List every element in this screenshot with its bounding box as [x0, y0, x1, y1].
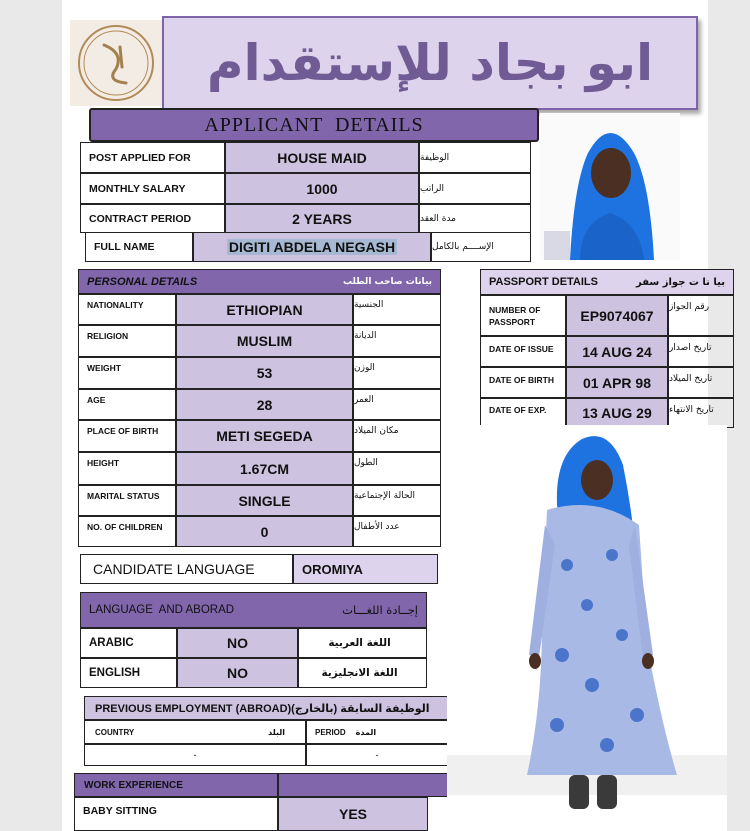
place-of-birth-label-ar: مكان الميلاد	[353, 420, 441, 452]
applicant-banner: APPLICANT DETAILS	[89, 108, 539, 142]
arabic-label-ar: اللغة العربية	[298, 628, 427, 658]
baby-sitting-value: YES	[278, 797, 428, 831]
full-name-cell	[193, 232, 431, 262]
baby-sitting-label: BABY SITTING	[74, 797, 278, 831]
children-label-ar: عدد الأطفال	[353, 516, 441, 547]
marital-status-label-ar: الحالة الإجتماعية	[353, 485, 441, 516]
religion-label: RELIGION	[78, 325, 176, 357]
age-label-ar: العمر	[353, 389, 441, 420]
height-label: HEIGHT	[78, 452, 176, 485]
period-header: PERIOD المدة	[306, 720, 448, 744]
english-label: ENGLISH	[80, 658, 177, 688]
expiry-date-label: DATE OF EXP.	[480, 398, 566, 428]
children-label: NO. OF CHILDREN	[78, 516, 176, 547]
religion-label-ar: الديانة	[353, 325, 441, 357]
candidate-language-label: CANDIDATE LANGUAGE	[80, 554, 293, 584]
logo-emblem-icon	[76, 23, 156, 103]
nationality-label-ar: الجنسية	[353, 294, 441, 325]
full-body-photo	[447, 425, 727, 831]
expiry-date-label-ar: تاريخ الانتهاء	[668, 398, 734, 428]
work-experience-header-filler	[278, 773, 452, 797]
country-value: -	[84, 744, 306, 766]
issue-date-label: DATE OF ISSUE	[480, 336, 566, 367]
brand-banner	[162, 16, 698, 110]
contract-value: 2 YEARS	[225, 204, 419, 233]
portrait-photo	[540, 113, 680, 260]
birth-date-label: DATE OF BIRTH	[480, 367, 566, 398]
candidate-language-value: OROMIYA	[293, 554, 438, 584]
full-name-label: FULL NAME	[85, 232, 193, 262]
birth-date-value: 01 APR 98	[566, 367, 668, 398]
children-value: 0	[176, 516, 353, 547]
weight-label-ar: الوزن	[353, 357, 441, 389]
salary-value: 1000	[225, 173, 419, 204]
arabic-value: NO	[177, 628, 298, 658]
brand-name: ابو بجاد للإستقدام	[206, 34, 654, 92]
passport-number-label: NUMBER OF PASSPORT	[480, 295, 566, 336]
issue-date-value: 14 AUG 24	[566, 336, 668, 367]
country-header: COUNTRY البلد	[84, 720, 306, 744]
marital-status-label: MARITAL STATUS	[78, 485, 176, 516]
logo	[70, 20, 162, 106]
full-name-label-ar: الإســــم بالكامل	[431, 232, 531, 262]
passport-details-header: PASSPORT DETAILS بيا نا ت جواز سفر	[480, 269, 734, 295]
full-name-value: DIGITI ABDELA NEGASH	[228, 239, 396, 255]
place-of-birth-label: PLACE OF BIRTH	[78, 420, 176, 452]
religion-value: MUSLIM	[176, 325, 353, 357]
height-label-ar: الطول	[353, 452, 441, 485]
place-of-birth-value: METI SEGEDA	[176, 420, 353, 452]
expiry-date-value: 13 AUG 29	[566, 398, 668, 428]
previous-employment-header: PREVIOUS EMPLOYMENT (ABROAD)(الوظيفة السابقة (بالخارج	[84, 696, 448, 720]
weight-label: WEIGHT	[78, 357, 176, 389]
passport-number-value: EP9074067	[566, 295, 668, 336]
height-value: 1.67CM	[176, 452, 353, 485]
salary-label-ar: الراتب	[419, 173, 531, 204]
post-label: POST APPLIED FOR	[80, 142, 225, 173]
marital-status-value: SINGLE	[176, 485, 353, 516]
issue-date-label-ar: تاريخ اصدار	[668, 336, 734, 367]
contract-label: CONTRACT PERIOD	[80, 204, 225, 233]
document-page	[62, 0, 725, 831]
english-label-ar: اللغة الانجليزية	[298, 658, 427, 688]
personal-details-header: PERSONAL DETAILS بيانات صاحب الطلب	[78, 269, 441, 294]
age-value: 28	[176, 389, 353, 420]
language-header: LANGUAGE AND ABORAD إجــادة اللغـــات	[80, 592, 427, 628]
english-value: NO	[177, 658, 298, 688]
contract-label-ar: مدة العقد	[419, 204, 531, 233]
post-value: HOUSE MAID	[225, 142, 419, 173]
post-label-ar: الوظيفة	[419, 142, 531, 173]
nationality-value: ETHIOPIAN	[176, 294, 353, 325]
birth-date-label-ar: تاريخ الميلاد	[668, 367, 734, 398]
work-experience-header: WORK EXPERIENCE	[74, 773, 278, 797]
arabic-label: ARABIC	[80, 628, 177, 658]
age-label: AGE	[78, 389, 176, 420]
passport-number-label-ar: رقم الجواز	[668, 295, 734, 336]
period-value: -	[306, 744, 448, 766]
weight-value: 53	[176, 357, 353, 389]
nationality-label: NATIONALITY	[78, 294, 176, 325]
salary-label: MONTHLY SALARY	[80, 173, 225, 204]
